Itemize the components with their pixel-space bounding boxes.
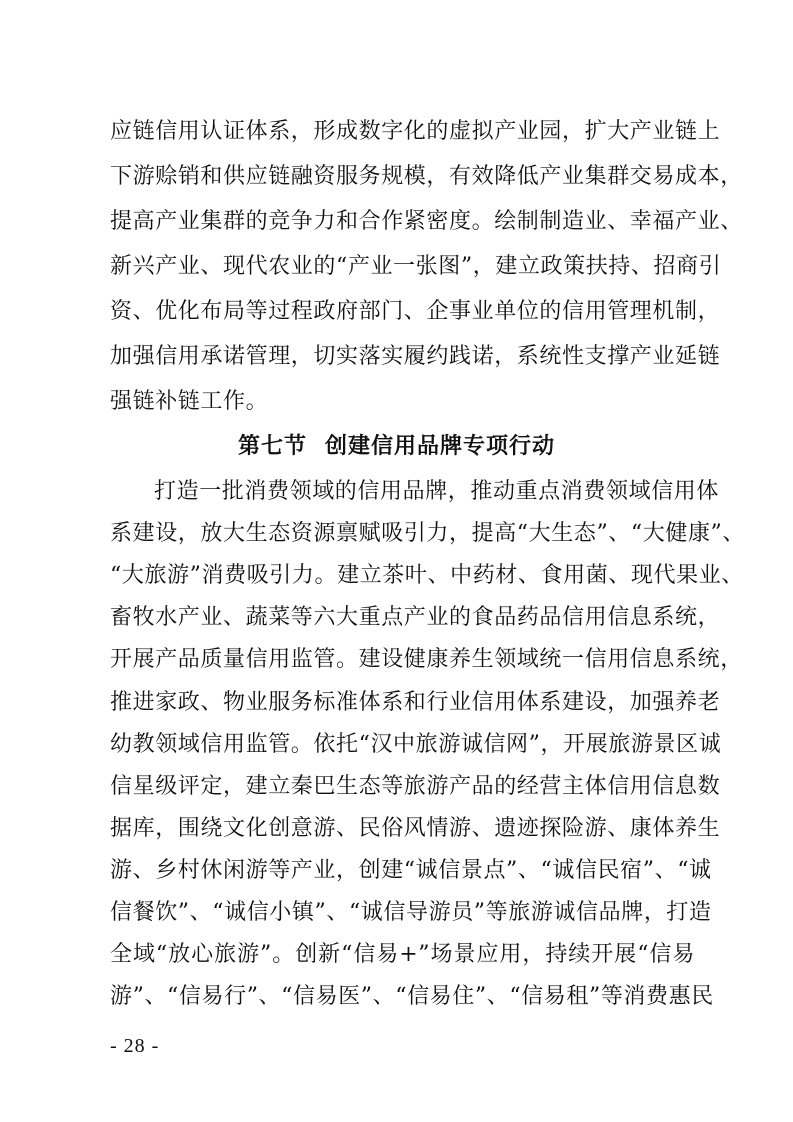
paragraph-line: 推进家政、物业服务标准体系和行业信用体系建设，加强养老 bbox=[110, 690, 721, 715]
section-title: 创建信用品牌专项行动 bbox=[325, 434, 556, 459]
paragraph-line: 加强信用承诺管理，切实落实履约践诺，系统性支撑产业延链 bbox=[110, 344, 721, 369]
paragraph-line: 应链信用认证体系，形成数字化的虚拟产业园，扩大产业链上 bbox=[110, 119, 721, 144]
paragraph-line: 新兴产业、现代农业的“产业一张图”，建立政策扶持、招商引 bbox=[110, 254, 722, 279]
section-number: 第七节 bbox=[237, 434, 307, 459]
paragraph-line: 资、优化布局等过程政府部门、企事业单位的信用管理机制， bbox=[110, 299, 721, 324]
paragraph-line: 信星级评定，建立秦巴生态等旅游产品的经营主体信用信息数 bbox=[110, 774, 721, 799]
paragraph-line: 强链补链工作。 bbox=[110, 389, 269, 414]
paragraph-line: 幼教领域信用监管。依托“汉中旅游诚信网”，开展旅游景区诚 bbox=[110, 732, 722, 757]
paragraph-line: 下游赊销和供应链融资服务规模，有效降低产业集群交易成本， bbox=[110, 164, 743, 189]
paragraph-line: 信餐饮”、“诚信小镇”、“诚信导游员”等旅游诚信品牌，打造 bbox=[110, 900, 712, 925]
paragraph-line: 系建设，放大生态资源禀赋吸引力，提高“大生态”、“大健康”、 bbox=[110, 521, 745, 546]
section-heading bbox=[0, 432, 793, 462]
paragraph-line: 提高产业集群的竞争力和合作紧密度。绘制制造业、幸福产业、 bbox=[110, 209, 743, 234]
paragraph-line: 打造一批消费领域的信用品牌，推动重点消费领域信用体 bbox=[154, 479, 720, 504]
paragraph-line: 据库，围绕文化创意游、民俗风情游、遗迹探险游、康体养生 bbox=[110, 816, 721, 841]
paragraph-line: 游”、“信易行”、“信易医”、“信易住”、“信易租”等消费惠民 bbox=[110, 984, 714, 1009]
paragraph-line: 畜牧水产业、蔬菜等六大重点产业的食品药品信用信息系统， bbox=[110, 605, 721, 630]
page-number: - 28 - bbox=[110, 1035, 160, 1057]
paragraph-line: “大旅游”消费吸引力。建立茶叶、中药材、食用菌、现代果业、 bbox=[110, 563, 744, 588]
paragraph-line: 全域“放心旅游”。创新“信易+”场景应用，持续开展“信易 bbox=[110, 942, 695, 967]
paragraph-line: 开展产品质量信用监管。建设健康养生领域统一信用信息系统， bbox=[110, 647, 743, 672]
paragraph-line: 游、乡村休闲游等产业，创建“诚信景点”、“诚信民宿”、“诚 bbox=[110, 858, 712, 883]
